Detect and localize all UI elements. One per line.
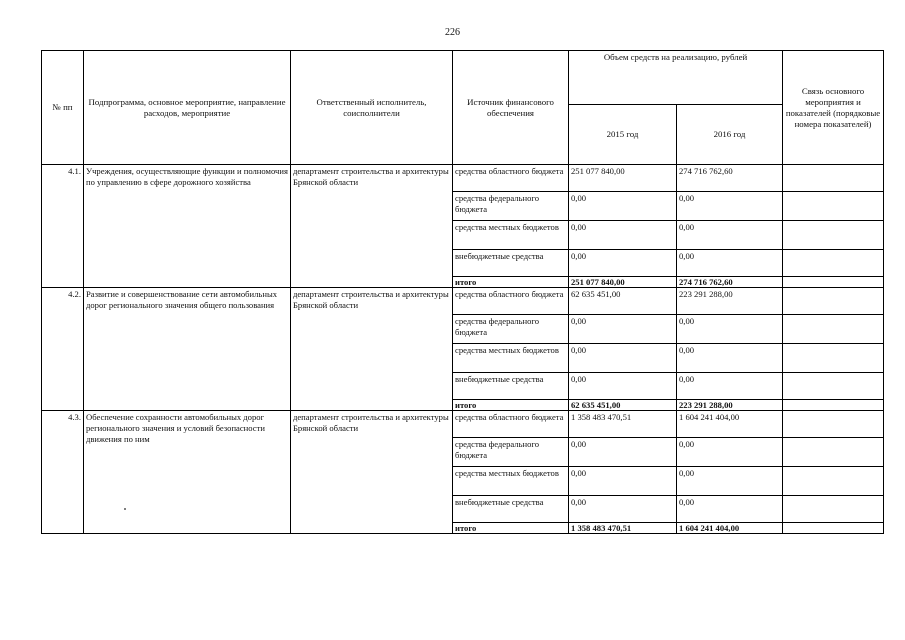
header-source: Источник финансового обеспечения — [453, 51, 569, 165]
funding-source: внебюджетные средства — [453, 373, 569, 400]
total-label: итого — [453, 400, 569, 411]
total-2016: 274 716 762,60 — [677, 277, 783, 288]
amount-2015: 1 358 483 470,51 — [569, 411, 677, 438]
amount-2015: 0,00 — [569, 344, 677, 373]
link-cell — [783, 400, 884, 411]
amount-2016: 0,00 — [677, 496, 783, 523]
total-2016: 223 291 288,00 — [677, 400, 783, 411]
funding-source: средства местных бюджетов — [453, 344, 569, 373]
link-cell — [783, 165, 884, 192]
funding-source: средства федерального бюджета — [453, 192, 569, 221]
amount-2016: 0,00 — [677, 467, 783, 496]
link-cell — [783, 250, 884, 277]
header-measure: Подпрограмма, основное мероприятие, направление расходов, мероприятие — [84, 51, 291, 165]
amount-2015: 0,00 — [569, 373, 677, 400]
link-cell — [783, 523, 884, 534]
amount-2016: 0,00 — [677, 221, 783, 250]
group-4-3 — [42, 411, 884, 534]
scan-speck — [124, 508, 126, 510]
table-row — [42, 165, 884, 192]
amount-2016: 0,00 — [677, 250, 783, 277]
funding-source: средства областного бюджета — [453, 288, 569, 315]
page-number: 226 — [445, 27, 460, 38]
amount-2015: 0,00 — [569, 496, 677, 523]
total-2015: 251 077 840,00 — [569, 277, 677, 288]
row-number: 4.1. — [42, 165, 84, 288]
amount-2015: 0,00 — [569, 250, 677, 277]
executor-name: департамент строительства и архитектуры Брянской области — [291, 288, 453, 411]
header-link: Связь основного мероприятия и показателей (порядковые номера показателей) — [783, 51, 884, 165]
amount-2016: 0,00 — [677, 438, 783, 467]
amount-2015: 0,00 — [569, 221, 677, 250]
total-2016: 1 604 241 404,00 — [677, 523, 783, 534]
amount-2016: 274 716 762,60 — [677, 165, 783, 192]
amount-2015: 62 635 451,00 — [569, 288, 677, 315]
amount-2015: 0,00 — [569, 315, 677, 344]
funding-source: внебюджетные средства — [453, 496, 569, 523]
budget-table — [41, 50, 884, 534]
measure-name: Развитие и совершенствование сети автомобильных дорог регионального значения общего пользования — [84, 288, 291, 411]
funding-source: средства областного бюджета — [453, 165, 569, 192]
total-label: итого — [453, 277, 569, 288]
link-cell — [783, 344, 884, 373]
row-number: 4.2. — [42, 288, 84, 411]
funding-source: средства местных бюджетов — [453, 467, 569, 496]
executor-name: департамент строительства и архитектуры Брянской области — [291, 411, 453, 534]
link-cell — [783, 467, 884, 496]
funding-source: средства областного бюджета — [453, 411, 569, 438]
table-header — [42, 51, 884, 165]
funding-source: средства федерального бюджета — [453, 438, 569, 467]
group-4-1 — [42, 165, 884, 288]
link-cell — [783, 373, 884, 400]
amount-2016: 0,00 — [677, 315, 783, 344]
total-2015: 1 358 483 470,51 — [569, 523, 677, 534]
header-number: № пп — [42, 51, 84, 165]
amount-2015: 0,00 — [569, 438, 677, 467]
amount-2016: 1 604 241 404,00 — [677, 411, 783, 438]
amount-2015: 0,00 — [569, 192, 677, 221]
table-row — [42, 288, 884, 315]
header-year-2016: 2016 год — [677, 105, 783, 165]
link-cell — [783, 496, 884, 523]
link-cell — [783, 438, 884, 467]
amount-2016: 223 291 288,00 — [677, 288, 783, 315]
amount-2016: 0,00 — [677, 192, 783, 221]
table-row — [42, 411, 884, 438]
amount-2015: 0,00 — [569, 467, 677, 496]
executor-name: департамент строительства и архитектуры Брянской области — [291, 165, 453, 288]
link-cell — [783, 277, 884, 288]
group-4-2 — [42, 288, 884, 411]
funding-source: внебюджетные средства — [453, 250, 569, 277]
link-cell — [783, 288, 884, 315]
funding-source: средства местных бюджетов — [453, 221, 569, 250]
measure-name: Обеспечение сохранности автомобильных дорог регионального значения и условий безопасности движения по ним — [84, 411, 291, 534]
amount-2015: 251 077 840,00 — [569, 165, 677, 192]
link-cell — [783, 411, 884, 438]
amount-2016: 0,00 — [677, 373, 783, 400]
header-executor: Ответственный исполнитель, соисполнители — [291, 51, 453, 165]
header-volume: Объем средств на реализацию, рублей — [569, 51, 783, 105]
row-number: 4.3. — [42, 411, 84, 534]
funding-source: средства федерального бюджета — [453, 315, 569, 344]
total-2015: 62 635 451,00 — [569, 400, 677, 411]
link-cell — [783, 192, 884, 221]
total-label: итого — [453, 523, 569, 534]
measure-name: Учреждения, осуществляющие функции и полномочия по управлению в сфере дорожного хозяйства — [84, 165, 291, 288]
amount-2016: 0,00 — [677, 344, 783, 373]
link-cell — [783, 315, 884, 344]
link-cell — [783, 221, 884, 250]
header-year-2015: 2015 год — [569, 105, 677, 165]
